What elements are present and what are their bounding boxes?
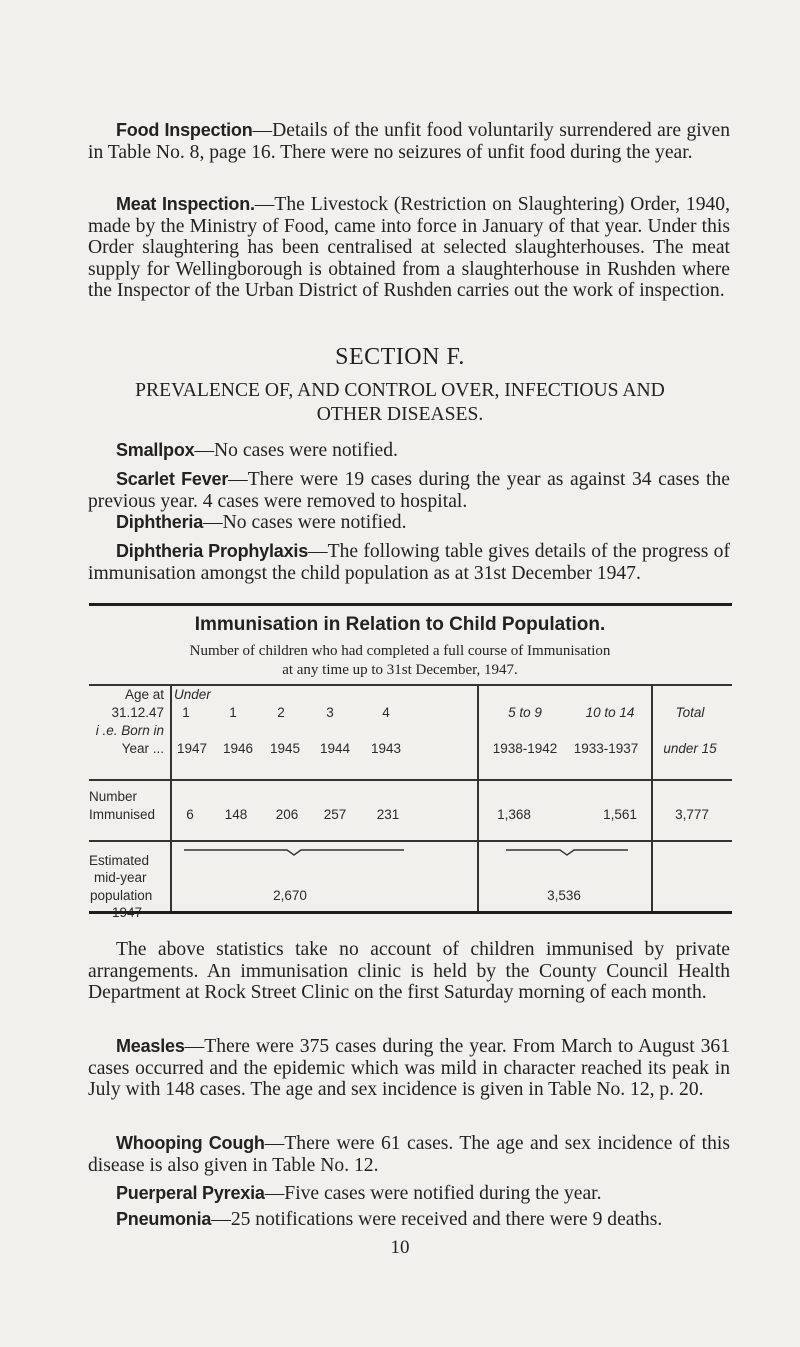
lead-diphtheria: Diphtheria (116, 512, 204, 532)
lead-puerperal-pyrexia: Puerperal Pyrexia (116, 1183, 265, 1203)
row-label-age-3: i .e. Born in (95, 723, 164, 738)
under-label: Under (174, 687, 211, 702)
immunised-col-5: 231 (376, 807, 400, 822)
immunised-col-3: 206 (275, 807, 299, 822)
text-puerperal-pyrexia: —Five cases were notified during the year. (264, 1183, 602, 1204)
year-col-2: 1946 (222, 741, 254, 756)
brace-5to14 (505, 848, 629, 856)
table-subtitle-line2: at any time up to 31st December, 1947. (282, 662, 518, 678)
section-subtitle-line2: OTHER DISEASES. (316, 404, 484, 425)
paragraph-food-inspection (88, 120, 730, 163)
row-label-pop-1: Estimated (89, 853, 150, 868)
text-pneumonia: —25 notifications were received and there were 9 deaths. (211, 1209, 663, 1230)
text-diphtheria-prophylaxis: —The following table gives details of the progress of immunisation amongst the child population as at 31st December 1947. (88, 541, 730, 584)
age-col-6: 5 to 9 (508, 705, 542, 720)
text-measles: —There were 375 cases during the year. From March to August 361 cases occurred and the epidemic which was mild in character reached its peak in July with 148 cases. The age and sex incidence is given in Table No. 12, p. 20. (88, 1036, 730, 1100)
immunised-col-4: 257 (323, 807, 347, 822)
paragraph-statistics-note (88, 939, 730, 1004)
age-col-5: 4 (382, 705, 390, 720)
immunised-col-1: 6 (186, 807, 194, 822)
text-food-inspection: —Details of the unfit food voluntarily surrendered are given in Table No. 8, page 16. There were no seizures of unfit food during the year. (88, 120, 730, 163)
text-diphtheria: —No cases were notified. (203, 512, 407, 533)
row-label-age-2: 31.12.47 (111, 705, 164, 720)
table-vline-total (651, 684, 653, 912)
under15-label: under 15 (663, 741, 717, 756)
page-number: 10 (390, 1237, 410, 1258)
table-vline-label (170, 684, 172, 912)
population-under5: 2,670 (273, 888, 307, 903)
paragraph-puerperal-pyrexia (88, 1183, 730, 1205)
lead-pneumonia: Pneumonia (116, 1209, 212, 1229)
lead-food-inspection: Food Inspection (116, 120, 253, 140)
paragraph-smallpox (88, 440, 730, 462)
text-scarlet-fever: —There were 19 cases during the year as against 34 cases the previous year. 4 cases were removed to hospital. (88, 469, 730, 512)
text-whooping-cough: —There were 61 cases. The age and sex incidence of this disease is also given in Table No. 12. (88, 1133, 730, 1176)
age-col-4: 3 (326, 705, 334, 720)
text-statistics-note: The above statistics take no account of children immunised by private arrangements. An immunisation clinic is held by the County Council Health Department at Rock Street Clinic on the first Saturday morning of each month. (88, 939, 730, 1003)
row-label-number-2: Immunised (89, 807, 156, 822)
year-col-4: 1944 (319, 741, 351, 756)
lead-whooping-cough: Whooping Cough (116, 1133, 265, 1153)
paragraph-scarlet-fever (88, 469, 730, 512)
lead-smallpox: Smallpox (116, 440, 195, 460)
paragraph-whooping-cough (88, 1133, 730, 1176)
year-col-7: 1933-1937 (573, 741, 639, 756)
paragraph-diphtheria-prophylaxis (88, 541, 730, 584)
brace-under5 (183, 848, 405, 856)
total-label: Total (675, 705, 705, 720)
row-label-number-1: Number (89, 789, 138, 804)
lead-meat-inspection: Meat Inspection. (116, 194, 255, 214)
paragraph-diphtheria (88, 512, 730, 534)
immunised-total: 3,777 (675, 807, 709, 822)
table-row-rule-2 (89, 840, 732, 842)
table-row-rule-1 (89, 779, 732, 781)
text-smallpox: —No cases were notified. (194, 440, 398, 461)
table-subtitle-line1: Number of children who had completed a full course of Immunisation (189, 643, 611, 659)
population-5to14: 3,536 (547, 888, 581, 903)
table-top-rule (89, 603, 732, 606)
immunised-col-2: 148 (224, 807, 248, 822)
row-label-pop-2: mid-year (94, 870, 147, 885)
paragraph-meat-inspection (88, 194, 730, 302)
section-subtitle-line1: PREVALENCE OF, AND CONTROL OVER, INFECTIOUS AND (135, 380, 665, 401)
immunised-col-7: 1,561 (603, 807, 637, 822)
immunised-col-6: 1,368 (497, 807, 531, 822)
lead-scarlet-fever: Scarlet Fever (116, 469, 229, 489)
row-label-age-4: Year ... (121, 741, 164, 756)
text-meat-inspection: —The Livestock (Restriction on Slaughtering) Order, 1940, made by the Ministry of Food, came into force in January of that year. Under this Order slaughtering has been centralised at selected slaughterhouses. The meat supply for Wellingborough is obtained from a slaughterhouse in Rushden where the Inspector of the Urban District of Rushden carries out the work of inspection. (88, 194, 730, 301)
row-label-age-1: Age at (124, 687, 164, 702)
year-col-6: 1938-1942 (492, 741, 558, 756)
lead-measles: Measles (116, 1036, 185, 1056)
table-title: Immunisation in Relation to Child Population. (194, 614, 606, 635)
age-col-7: 10 to 14 (585, 705, 635, 720)
row-label-pop-3: population (90, 888, 153, 903)
age-col-2: 1 (229, 705, 237, 720)
year-col-3: 1945 (269, 741, 301, 756)
year-col-1: 1947 (176, 741, 208, 756)
year-col-5: 1943 (370, 741, 402, 756)
paragraph-measles (88, 1036, 730, 1101)
lead-diphtheria-prophylaxis: Diphtheria Prophylaxis (116, 541, 309, 561)
paragraph-pneumonia (88, 1209, 730, 1231)
table-header-rule (89, 684, 732, 686)
section-title: SECTION F. (335, 344, 465, 370)
table-vline-group (477, 684, 479, 912)
table-bottom-rule (89, 911, 732, 914)
age-col-3: 2 (277, 705, 285, 720)
age-col-1: 1 (182, 705, 190, 720)
